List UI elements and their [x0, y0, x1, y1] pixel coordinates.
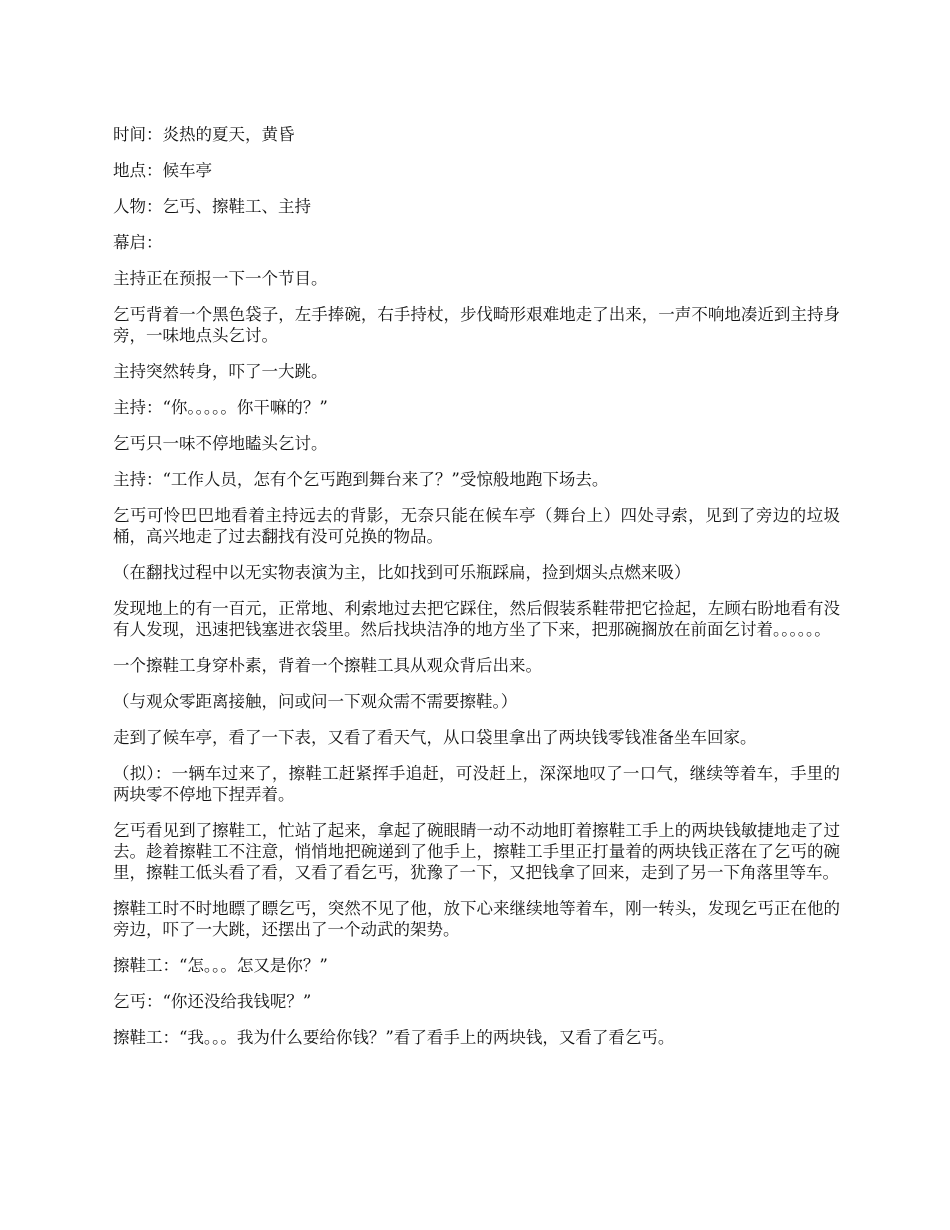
script-paragraph: 主持正在预报一下一个节目。: [113, 269, 328, 288]
time-line: 时间：炎热的夏天，黄昏: [113, 125, 295, 144]
curtain-rise-line: 幕启：: [113, 233, 163, 252]
stage-direction: （在翻找过程中以无实物表演为主，比如找到可乐瓶踩扁，捡到烟头点燃来吸）: [113, 563, 691, 582]
script-paragraph: 一个擦鞋工身穿朴素，背着一个擦鞋工具从观众背后出来。: [113, 656, 542, 675]
script-paragraph: 乞丐只一味不停地瞌头乞讨。: [113, 434, 328, 453]
dialogue-line: 擦鞋工：“怎。。。怎又是你？”: [113, 956, 328, 975]
script-paragraph: （拟）：一辆车过来了，擦鞋工赶紧挥手追赶，可没赶上，深深地叹了一口气，继续等着车，手里的两块零不停地下捏弄着。: [113, 764, 840, 804]
script-paragraph: 发现地上的有一百元，正常地、利索地过去把它踩住，然后假装系鞋带把它捡起，左顾右盼地看有没有人发现，迅速把钱塞进衣袋里。然后找块洁净的地方坐了下来，把那碗搁放在前面乞讨着。。。。。。: [113, 599, 840, 639]
dialogue-line: 主持：“工作人员，怎有个乞丐跑到舞台来了？”受惊般地跑下场去。: [113, 470, 609, 489]
dialogue-line: 主持：“你。。。。。你干嘛的？”: [113, 398, 328, 417]
stage-direction: （与观众零距离接触，问或问一下观众需不需要擦鞋。）: [113, 692, 518, 711]
script-paragraph: 乞丐可怜巴巴地看着主持远去的背影，无奈只能在候车亭（舞台上）四处寻索，见到了旁边的垃圾桶，高兴地走了过去翻找有没可兑换的物品。: [113, 506, 840, 546]
location-line: 地点：候车亭: [113, 161, 212, 180]
script-paragraph: 走到了候车亭，看了一下表，又看了看天气，从口袋里拿出了两块钱零钱准备坐车回家。: [113, 728, 757, 747]
dialogue-line: 擦鞋工：“我。。。我为什么要给你钱？”看了看手上的两块钱，又看了看乞丐。: [113, 1028, 675, 1047]
script-paragraph: 乞丐看见到了擦鞋工，忙站了起来，拿起了碗眼睛一动不动地盯着擦鞋工手上的两块钱敏捷地走了过去。趁着擦鞋工不注意，悄悄地把碗递到了他手上，擦鞋工手里正打量着的两块钱正落在了乞丐的碗里，擦鞋工低头看了看，又看了看乞丐，犹豫了一下，又把钱拿了回来，走到了另一下角落里等车。: [113, 821, 840, 882]
script-paragraph: 擦鞋工时不时地瞟了瞟乞丐，突然不见了他，放下心来继续地等着车，刚一转头，发现乞丐正在他的旁边，吓了一大跳，还摆出了一个动武的架势。: [113, 899, 840, 939]
characters-line: 人物：乞丐、擦鞋工、主持: [113, 197, 311, 216]
script-body: [113, 124, 840, 1063]
dialogue-line: 乞丐：“你还没给我钱呢？”: [113, 992, 312, 1011]
script-paragraph: 乞丐背着一个黑色袋子，左手捧碗，右手持杖，步伐畸形艰难地走了出来，一声不响地凑近到主持身旁，一味地点头乞讨。: [113, 305, 840, 345]
script-paragraph: 主持突然转身，吓了一大跳。: [113, 362, 328, 381]
